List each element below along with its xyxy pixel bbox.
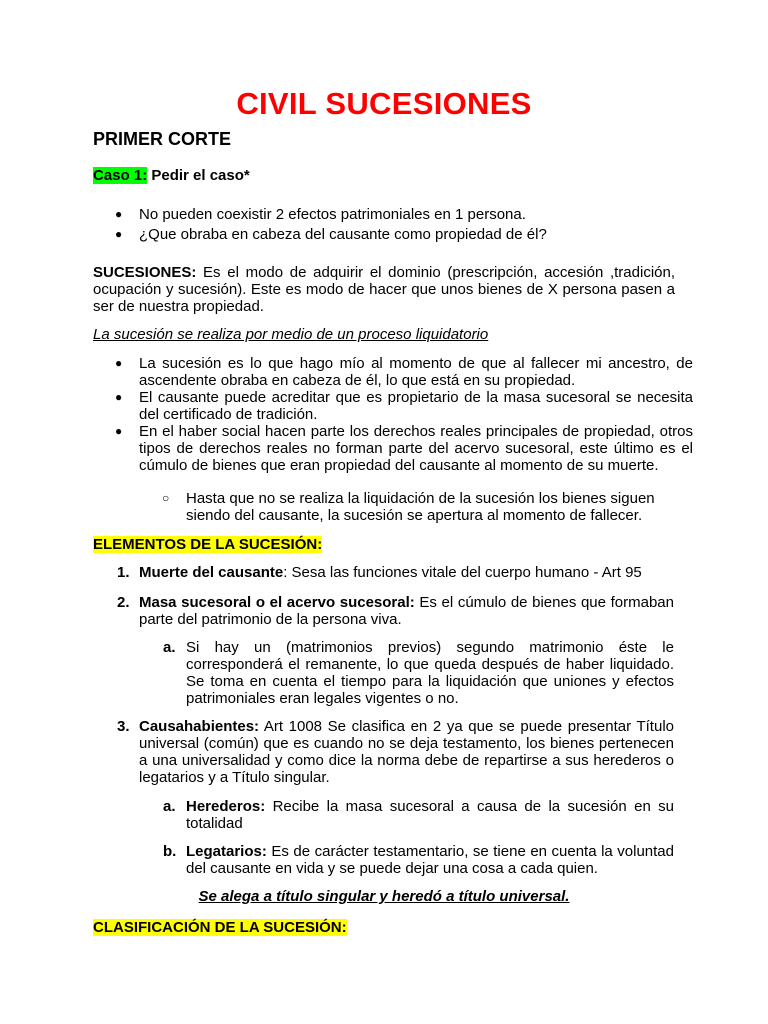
clasificacion-heading: CLASIFICACIÓN DE LA SUCESIÓN: (93, 919, 347, 936)
section-heading: PRIMER CORTE (93, 129, 232, 149)
circle-bullet-icon: ○ (162, 491, 170, 505)
bullet-icon: ● (115, 390, 123, 404)
proceso-line: La sucesión se realiza por medio de un proceso liquidatorio (93, 326, 489, 343)
caso-line (93, 167, 250, 184)
alega-line: Se alega a título singular y heredó a título universal. (198, 888, 570, 905)
sucesiones-paragraph: SUCESIONES: Es el modo de adquirir el dominio (prescripción, accesión ,tradición, ocupación y sucesión). Este es modo de hacer que unos bienes de X persona pasen a ser de nuestra propiedad. (93, 264, 676, 315)
document-title: CIVIL SUCESIONES (236, 86, 532, 121)
bullet-icon: ● (115, 227, 123, 241)
elementos-heading: ELEMENTOS DE LA SUCESIÓN: (93, 536, 323, 553)
caso-label: Caso 1: (93, 167, 148, 184)
document-page: CIVIL SUCESIONES PRIMER CORTE Caso 1: Pedir el caso* ● No pueden coexistir 2 efectos patrimoniales en 1 persona. ● ¿Que obraba en cabeza del causante como propiedad de él? SUCESIONES: Es el modo de adquirir el dominio (prescripción, accesión ,tradición, ocupación y sucesión). Este es modo de hacer que unos bienes de X persona pasen a ser de nuestra propiedad. La sucesión se realiza por medio de un proceso liquidatorio ● La sucesión es lo que hago mío al momento de que al fallecer mi ancestro, de ascendente obraba en cabeza de él, lo que está en su propiedad. ● El causante puede acreditar que es propietario de la masa sucesoral se necesita del certificado de tradición. ● En el haber social hacen parte los derechos reales principales de propiedad, otros tipos de derechos reales no forman parte del acervo sucesoral, este último es el cúmulo de bienes que eran propiedad del causante al momento de su muerte. ○ Hasta que no se realiza la liquidación de la sucesión los bienes siguen siendo del causante, la sucesión se apertura al momento de fallecer. ELEMENTOS DE LA SUCESIÓN: 1. Muerte del causante: Sesa las funciones vitale del cuerpo humano - Art 95 2. Masa sucesoral o el acervo sucesoral: Es el cúmulo de bienes que formaban parte del patrimonio de la persona viva. a. Si hay un (matrimonios previos) segundo matrimonio éste le corresponderá el remanente, lo que queda después de haber liquidado. Se toma en cuenta el tiempo para la liquidación que uniones y efectos patrimoniales eran legales vigentes o no. 3. Causahabientes: Art 1008 Se clasifica en 2 ya que se puede presentar Título universal (común) que es cuando no se deja testamento, los bienes pertenecen a una universalidad y como dice la norma debe de repartirse a sus herederos o legatarios y a Título singular. a. Herederos: Recibe la masa sucesoral a causa de la sucesión en su totalidad b. Legatarios: Es de carácter testamentario, se tiene en cuenta la voluntad del causante en vida y se puede dejar una cosa a cada quien. Se alega a título singular y heredó a título universal. CLASIFICACIÓN DE LA SUCESIÓN: (0, 0, 768, 1024)
caso-text: Pedir el caso* (151, 167, 250, 184)
bullet-icon: ● (115, 207, 123, 221)
bullet-icon: ● (115, 356, 123, 370)
bullet-icon: ● (115, 424, 123, 438)
